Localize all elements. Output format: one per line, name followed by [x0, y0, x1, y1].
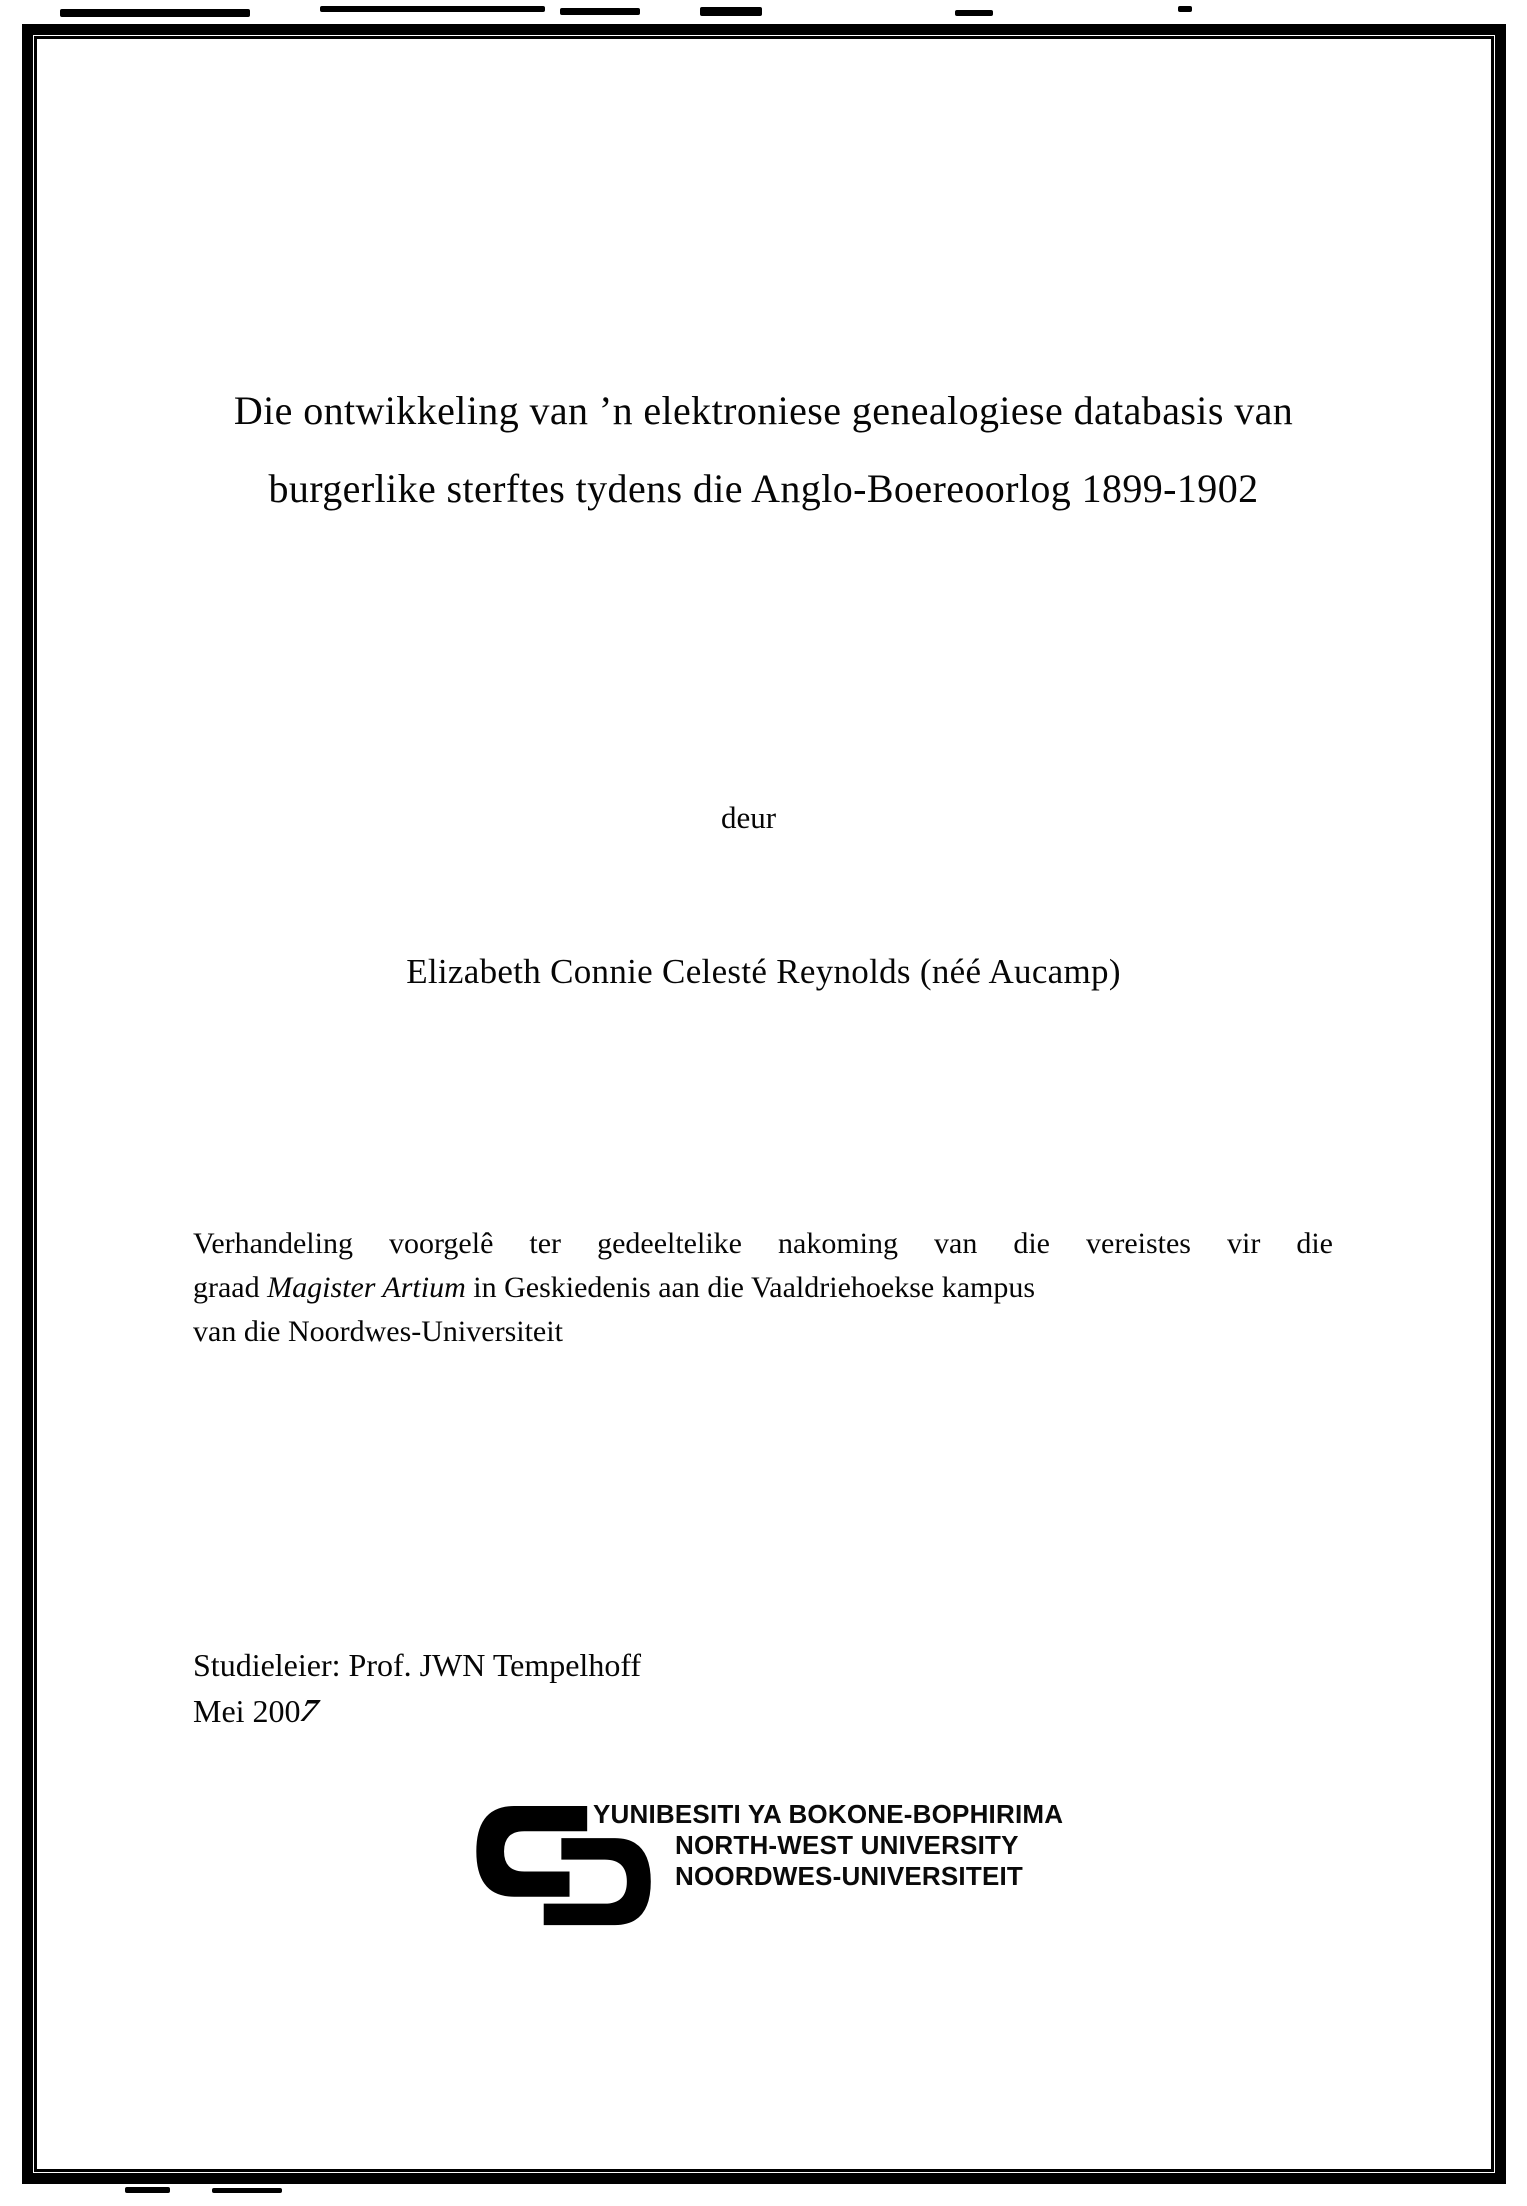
thesis-title: [110, 372, 1417, 528]
thesis-title-line-1: Die ontwikkeling van ’n elektroniese genealogiese databasis van: [233, 388, 1294, 433]
logo-wordmark: [593, 1799, 1063, 1892]
date-line: [193, 1688, 641, 1734]
submission-line-1: Verhandeling voorgelê ter gedeeltelike nakoming van die vereistes vir die: [193, 1227, 1333, 1260]
thesis-title-line-2: burgerlike sterftes tydens die Anglo-Boereoorlog 1899-1902: [268, 466, 1259, 511]
byline: deur: [720, 800, 777, 835]
degree-name-italic: Magister Artium: [267, 1271, 466, 1304]
scan-artifact: [320, 6, 545, 12]
scan-artifact: [560, 8, 640, 15]
submission-line-2-pre: graad: [193, 1271, 268, 1304]
scan-artifact: [125, 2187, 170, 2193]
university-logo: [471, 1799, 1111, 1959]
scan-artifact: [955, 10, 993, 16]
submission-line-2-post: in Geskiedenis aan die Vaaldriehoekse kampus: [465, 1271, 1036, 1304]
scan-artifact: [212, 2188, 282, 2193]
scan-artifact: [700, 7, 762, 16]
logo-line-setswana: YUNIBESITI YA BOKONE-BOPHIRIMA: [593, 1799, 1064, 1829]
submission-line-2: [193, 1266, 1333, 1310]
logo-line-english: NORTH-WEST UNIVERSITY: [675, 1830, 1019, 1860]
submission-line-3: van die Noordwes-Universiteit: [193, 1315, 563, 1348]
scan-artifact: [60, 9, 250, 17]
supervisor-block: [193, 1642, 641, 1734]
submission-statement: [193, 1222, 1333, 1354]
scan-artifact: [1178, 6, 1192, 12]
supervisor-line: Studieleier: Prof. JWN Tempelhoff: [193, 1647, 642, 1683]
logo-line-afrikaans: NOORDWES-UNIVERSITEIT: [675, 1861, 1023, 1891]
author-name: Elizabeth Connie Celesté Reynolds (néé Aucamp): [406, 952, 1121, 991]
date-last-digit: 7: [293, 1692, 325, 1728]
date-prefix: Mei 200: [193, 1693, 301, 1729]
